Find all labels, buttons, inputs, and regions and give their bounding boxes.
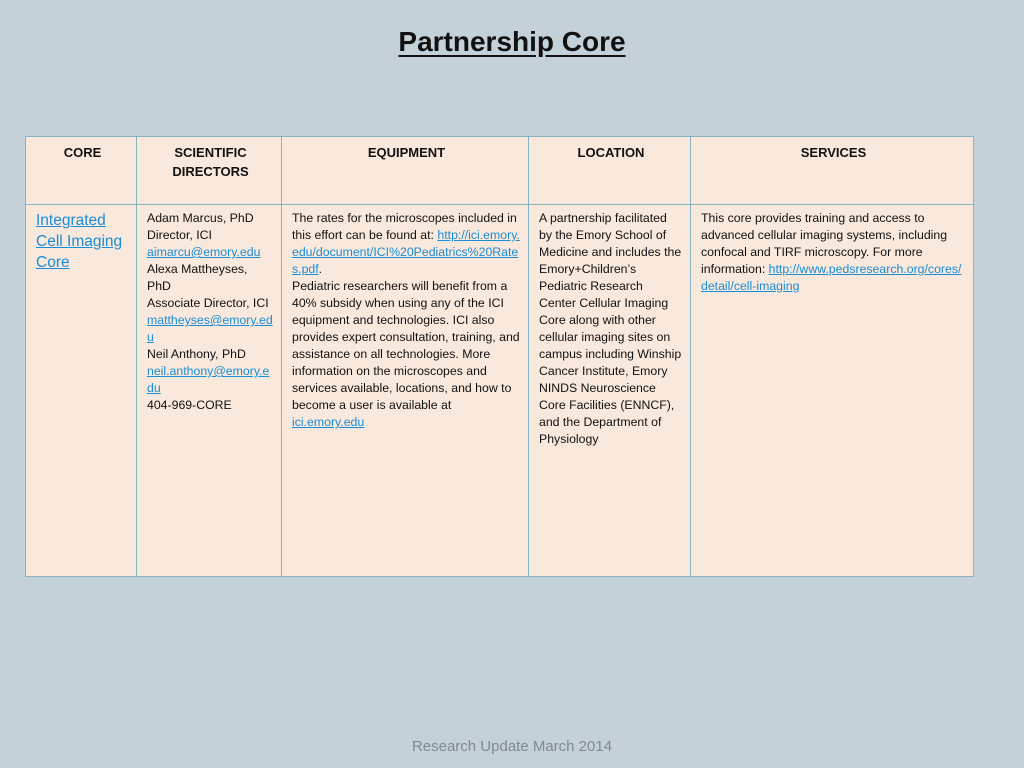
director-2-title: Associate Director, ICI (147, 296, 269, 310)
services-cell (691, 205, 974, 577)
director-1-name: Adam Marcus, PhD (147, 211, 254, 225)
core-cell (26, 205, 137, 577)
footer-text: Research Update March 2014 (411, 738, 613, 755)
equipment-body-text: Pediatric researchers will benefit from a 40% subsidy when using any of the ICI equipment and technologies. ICI also provides expert consultation, training, and assistance on all technologies. More information on the microscopes and services available, locations, and how to become a user is available at (292, 279, 520, 412)
header-row (26, 137, 974, 205)
header-location: LOCATION (529, 137, 691, 205)
rates-pdf-link[interactable]: http://ici.emory.edu/document/ICI%20Pediatrics%20Rates.pdf (292, 228, 520, 276)
director-3-email-link[interactable]: neil.anthony@emory.edu (147, 364, 270, 395)
location-cell (529, 205, 691, 577)
director-2-email-link[interactable]: mattheyses@emory.edu (147, 313, 273, 344)
equipment-period: . (318, 262, 323, 276)
equipment-intro: The rates for the microscopes included in this effort can be found at: (292, 211, 517, 242)
services-text: This core provides training and access to advanced cellular imaging systems, including confocal and TIRF microscopy. For more information: (701, 211, 948, 276)
directors-cell (137, 205, 282, 577)
director-2-name: Alexa Mattheyses, PhD (147, 262, 248, 293)
ici-site-link[interactable]: ici.emory.edu (292, 415, 365, 429)
table-row (26, 205, 974, 577)
core-name-link[interactable]: Integrated Cell Imaging Core (36, 212, 123, 271)
header-scientific-directors: SCIENTIFIC DIRECTORS (137, 137, 282, 205)
core-phone: 404-969-CORE (147, 398, 232, 412)
equipment-cell (282, 205, 529, 577)
pedsresearch-link[interactable]: http://www.pedsresearch.org/cores/detail/cell-imaging (701, 262, 962, 293)
director-3-name: Neil Anthony, PhD (147, 347, 246, 361)
equipment-body (292, 278, 521, 431)
director-1-email-link[interactable]: aimarcu@emory.edu (147, 245, 261, 259)
partnership-core-table (25, 136, 974, 577)
header-core: CORE (26, 137, 137, 205)
header-services: SERVICES (691, 137, 974, 205)
header-equipment: EQUIPMENT (282, 137, 529, 205)
page-title: Partnership Core (398, 26, 626, 57)
location-text: A partnership facilitated by the Emory School of Medicine and includes the Emory+Children’s Pediatric Research Center Cellular Imaging Core along with other cellular imaging sites on campus including Winship Cancer Institute, Emory NINDS Neuroscience Core Facilities (ENNCF), and the Department of Physiology (539, 211, 682, 446)
director-1-title: Director, ICI (147, 228, 212, 242)
